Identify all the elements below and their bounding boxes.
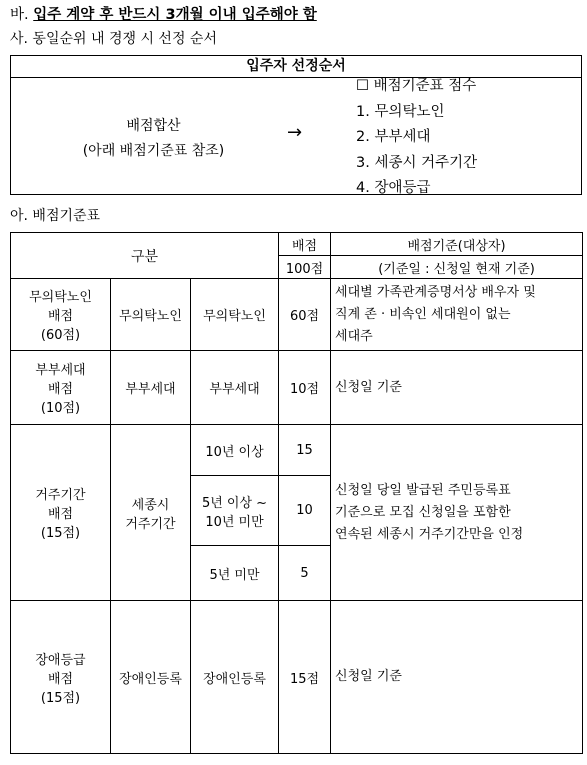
header-score-total: 100점 bbox=[279, 256, 331, 279]
table-row bbox=[11, 351, 583, 425]
sub-cell: 부부세대 bbox=[111, 351, 191, 425]
group-label: (15점) bbox=[40, 690, 81, 706]
selection-order-title: 입주자 선정순서 bbox=[11, 56, 581, 78]
group-label: 배점 bbox=[47, 671, 74, 687]
group-label: 배점 bbox=[47, 382, 74, 397]
group-label: 부부세대 bbox=[35, 363, 86, 378]
criteria-cell bbox=[331, 425, 583, 601]
sub-cell bbox=[111, 425, 191, 601]
score-cell: 10점 bbox=[279, 351, 331, 425]
sub-label: 거주기간 bbox=[125, 516, 176, 532]
group-label: 배점 bbox=[47, 507, 74, 522]
heading-sa: 사. 동일순위 내 경쟁 시 선정 순서 bbox=[10, 31, 217, 47]
group-label: (10점) bbox=[40, 401, 81, 416]
score-cell: 15점 bbox=[279, 601, 331, 754]
group-cell bbox=[11, 351, 111, 425]
criteria-line: 신청일 당일 발급된 주민등록표 bbox=[335, 482, 511, 498]
group-cell bbox=[11, 279, 111, 351]
table-row bbox=[11, 279, 583, 351]
header-criteria: 배점기준(대상자) bbox=[331, 233, 583, 256]
table-row bbox=[11, 601, 583, 754]
detail-label: 10년 미만 bbox=[205, 514, 264, 530]
criteria-line: 세대별 가족관계증명서상 배우자 및 bbox=[335, 284, 536, 300]
priority-item: 2. 부부세대 bbox=[356, 129, 431, 145]
header-criteria-date: (기준일 : 신청일 현재 기준) bbox=[331, 256, 583, 279]
sub-cell: 무의탁노인 bbox=[111, 279, 191, 351]
criteria-line: 기준으로 모집 신청일을 포함한 bbox=[335, 504, 511, 520]
group-label: (15점) bbox=[40, 526, 81, 541]
sub-label: 세종시 bbox=[131, 497, 170, 513]
group-cell bbox=[11, 601, 111, 754]
criteria-cell: 신청일 기준 bbox=[331, 601, 583, 754]
criteria-line: 직계 존 · 비속인 세대원이 없는 bbox=[335, 306, 511, 322]
score-cell: 10 bbox=[279, 476, 331, 546]
group-label: 무의탁노인 bbox=[29, 290, 92, 305]
score-cell: 5 bbox=[279, 546, 331, 601]
score-cell: 15 bbox=[279, 425, 331, 476]
heading-ba bbox=[10, 3, 317, 24]
header-category: 구분 bbox=[11, 233, 279, 279]
group-label: 장애등급 bbox=[35, 652, 86, 668]
detail-cell: 5년 미만 bbox=[191, 546, 279, 601]
table-header-row bbox=[11, 233, 583, 256]
sub-cell: 장애인등록 bbox=[111, 601, 191, 754]
score-sum-note: (아래 배점기준표 참조) bbox=[82, 143, 225, 159]
group-label: 배점 bbox=[47, 309, 74, 324]
group-cell bbox=[11, 425, 111, 601]
heading-a: 아. 배점기준표 bbox=[10, 208, 101, 224]
criteria-line: 연속된 세종시 거주기간만을 인정 bbox=[335, 526, 524, 542]
detail-cell: 장애인등록 bbox=[191, 601, 279, 754]
score-sum-label: 배점합산 bbox=[126, 118, 181, 134]
criteria-line: 세대주 bbox=[335, 328, 373, 344]
detail-cell: 10년 이상 bbox=[191, 425, 279, 476]
priority-item: 3. 세종시 거주기간 bbox=[356, 154, 478, 171]
priority-list bbox=[356, 74, 477, 202]
score-sum-block bbox=[11, 114, 296, 164]
group-label: (60점) bbox=[40, 328, 81, 343]
heading-ba-emphasis: 입주 계약 후 반드시 3개월 이내 입주해야 함 bbox=[33, 7, 317, 23]
detail-label: 5년 이상 ~ bbox=[201, 495, 268, 511]
score-cell: 60점 bbox=[279, 279, 331, 351]
selection-order-box bbox=[10, 55, 582, 195]
priority-item: ☐ 배점기준표 점수 bbox=[356, 78, 477, 94]
header-score: 배점 bbox=[279, 233, 331, 256]
criteria-cell: 신청일 기준 bbox=[331, 351, 583, 425]
detail-cell: 무의탁노인 bbox=[191, 279, 279, 351]
table-row bbox=[11, 425, 583, 476]
priority-item: 1. 무의탁노인 bbox=[356, 103, 445, 120]
arrow-right-icon: → bbox=[287, 122, 303, 143]
priority-item: 4. 장애등급 bbox=[356, 180, 431, 196]
heading-ba-prefix: 바. bbox=[10, 7, 29, 23]
criteria-cell bbox=[331, 279, 583, 351]
detail-cell bbox=[191, 476, 279, 546]
group-label: 거주기간 bbox=[35, 488, 86, 503]
score-criteria-table bbox=[10, 232, 583, 754]
detail-cell: 부부세대 bbox=[191, 351, 279, 425]
